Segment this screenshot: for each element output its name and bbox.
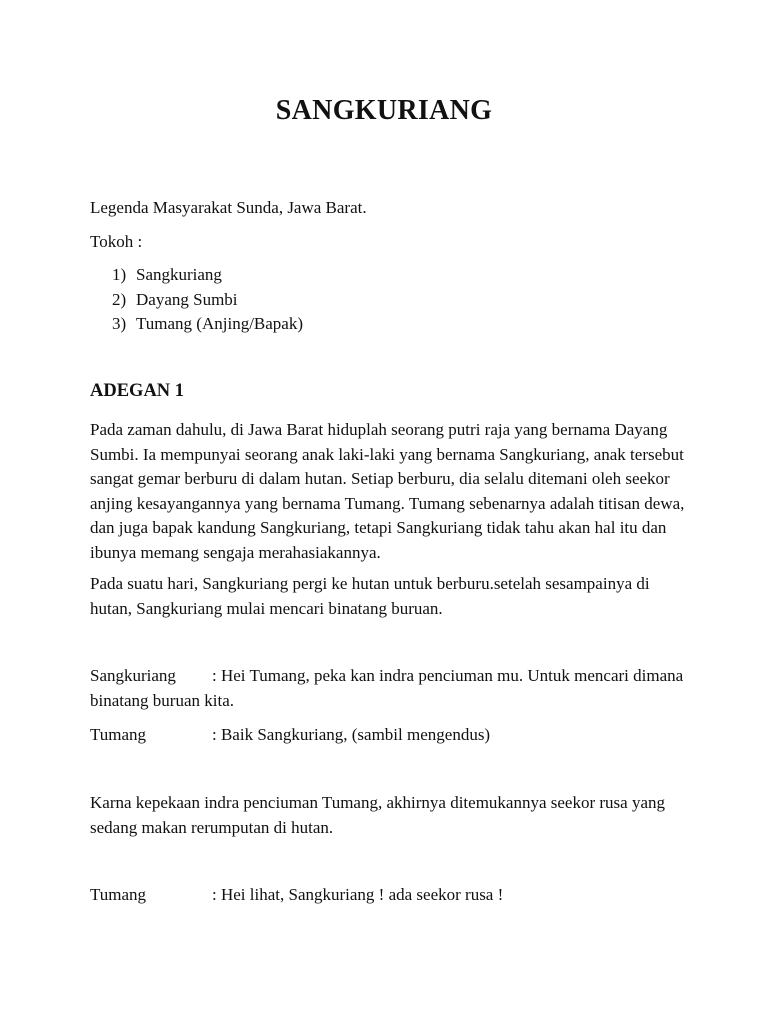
dialogue-text: : Hei lihat, Sangkuriang ! ada seekor rusa !: [212, 885, 504, 904]
tokoh-item: [90, 312, 303, 337]
document-subtitle: Legenda Masyarakat Sunda, Jawa Barat.: [90, 198, 367, 217]
dialogue-line: [90, 883, 690, 908]
tokoh-list: [90, 263, 303, 337]
dialogue-text: : Hei Tumang, peka kan indra penciuman mu. Untuk mencari dimana binatang buruan kita.: [90, 666, 684, 710]
dialogue-line: [90, 723, 690, 748]
paragraph: Karna kepekaan indra penciuman Tumang, akhirnya ditemukannya seekor rusa yang sedang makan rerumputan di hutan.: [90, 793, 665, 837]
paragraph: Pada suatu hari, Sangkuriang pergi ke hutan untuk berburu.setelah sesampainya di hutan, Sangkuriang mulai mencari binatang buruan.: [90, 574, 650, 618]
tokoh-label: Tokoh :: [90, 232, 143, 251]
dialogue-line: [90, 664, 690, 713]
list-number: 1): [112, 265, 127, 284]
tokoh-name: Sangkuriang: [136, 265, 222, 284]
tokoh-item: [90, 263, 303, 288]
dialogue-speaker: Tumang: [90, 885, 147, 904]
section-heading: ADEGAN 1: [90, 381, 185, 401]
document-title: SANGKURIANG: [275, 95, 493, 126]
list-number: 2): [112, 289, 127, 309]
paragraph: Pada zaman dahulu, di Jawa Barat hiduplah seorang putri raja yang bernama Dayang Sumbi. Ia mempunyai seorang anak laki-laki yang bernama Sangkuriang, anak tersebut sangat gemar berburu di dalam hutan. Setiap berburu, dia selalu ditemani oleh seekor anjing kesayangannya yang bernama Tumang. Tumang sebenarnya adalah titisan dewa, dan juga bapak kandung Sangkuriang, tetapi Sangkuriang tidak tahu akan hal itu dan ibunya memang sengaja merahasiakannya.: [90, 420, 685, 562]
list-number: 3): [112, 314, 127, 333]
tokoh-name: Tumang (Anjing/Bapak): [136, 314, 304, 333]
dialogue-speaker: Sangkuriang: [90, 666, 176, 685]
tokoh-item: [90, 288, 303, 313]
dialogue-speaker: Tumang: [90, 725, 147, 744]
tokoh-name: Dayang Sumbi: [136, 289, 238, 309]
dialogue-text: : Baik Sangkuriang, (sambil mengendus): [212, 725, 491, 744]
